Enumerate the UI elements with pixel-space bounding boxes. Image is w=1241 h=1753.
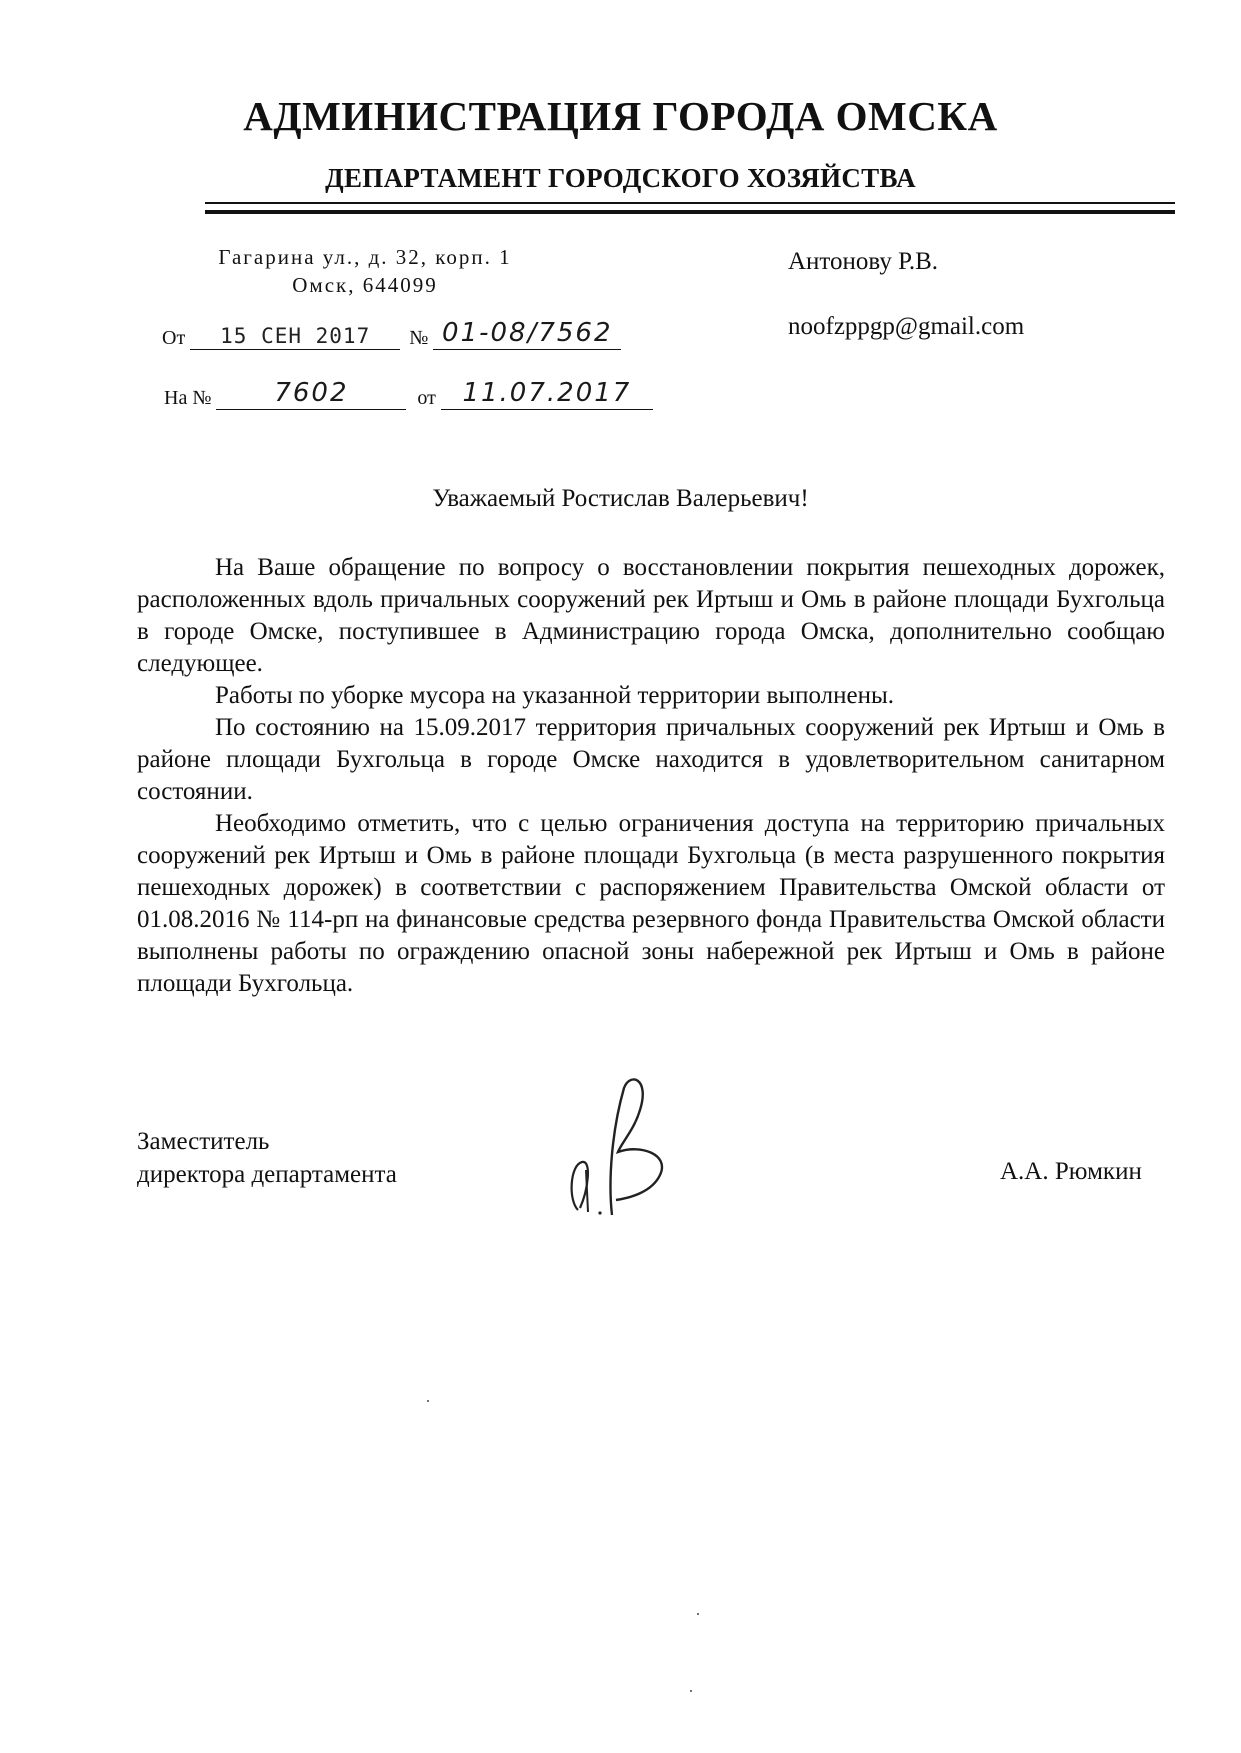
incoming-number: 7602: [216, 378, 406, 410]
scan-speck: [697, 1613, 699, 1615]
body-paragraph: По состоянию на 15.09.2017 территория причальных сооружений рек Иртыш и Омь в районе площади Бухгольца в городе Омске находится в удовлетворительном санитарном состоянии.: [137, 714, 1165, 805]
department-title: ДЕПАРТАМЕНТ ГОРОДСКОГО ХОЗЯЙСТВА: [325, 163, 916, 193]
body-paragraph: Работы по уборке мусора на указанной территории выполнены.: [215, 682, 894, 709]
body-paragraph: Необходимо отметить, что с целью ограничения доступа на территорию причальных сооружений рек Иртыш и Омь в районе площади Бухгольца (в места разрушенного покрытия пешеходных дорожек) в соответствии с распоряжением Правительства Омской области от 01.08.2016 № 114-рп на финансовые средства резервного фонда Правительства Омской области выполнены работы по ограждению опасной зоны набережной рек Иртыш и Омь в районе площади Бухгольца.: [137, 810, 1165, 997]
incoming-number-label: На №: [164, 387, 212, 409]
address-line-city: Омск, 644099: [292, 273, 438, 297]
sender-address: [195, 243, 535, 299]
header-rule-thick: [205, 210, 1175, 214]
outgoing-number-label: №: [409, 327, 429, 349]
scan-speck: [427, 1400, 429, 1402]
address-line-street: Гагарина ул., д. 32, корп. 1: [218, 245, 512, 269]
letter-body: [137, 552, 1165, 1000]
handwritten-signature: [560, 1070, 690, 1220]
outgoing-reference: [162, 318, 621, 350]
scan-speck: [690, 1690, 692, 1692]
organization-title: АДМИНИСТРАЦИЯ ГОРОДА ОМСКА: [243, 93, 998, 139]
signatory-title-line2: директора департамента: [137, 1161, 397, 1188]
signer-name: А.А. Рюмкин: [1000, 1158, 1142, 1185]
salutation: Уважаемый Ростислав Валерьевич!: [432, 485, 809, 512]
incoming-date-label: от: [417, 387, 436, 409]
signatory-title-line1: Заместитель: [137, 1128, 270, 1155]
incoming-reference: [164, 378, 653, 410]
recipient-email: noofzppgp@gmail.com: [788, 313, 1025, 340]
incoming-date: 11.07.2017: [441, 378, 653, 410]
header-rule-thin: [205, 202, 1175, 204]
body-paragraph: На Ваше обращение по вопросу о восстановлении покрытия пешеходных дорожек, расположенных вдоль причальных сооружений рек Иртыш и Омь в районе площади Бухгольца в городе Омске, поступившее в Администрацию города Омска, дополнительно сообщаю следующее.: [137, 554, 1165, 677]
recipient-name: Антонову Р.В.: [788, 248, 939, 275]
signatory-title: [137, 1125, 397, 1191]
outgoing-number: 01-08/7562: [433, 318, 621, 350]
outgoing-date: 15 СЕН 2017: [190, 324, 400, 350]
outgoing-date-label: От: [162, 327, 186, 349]
